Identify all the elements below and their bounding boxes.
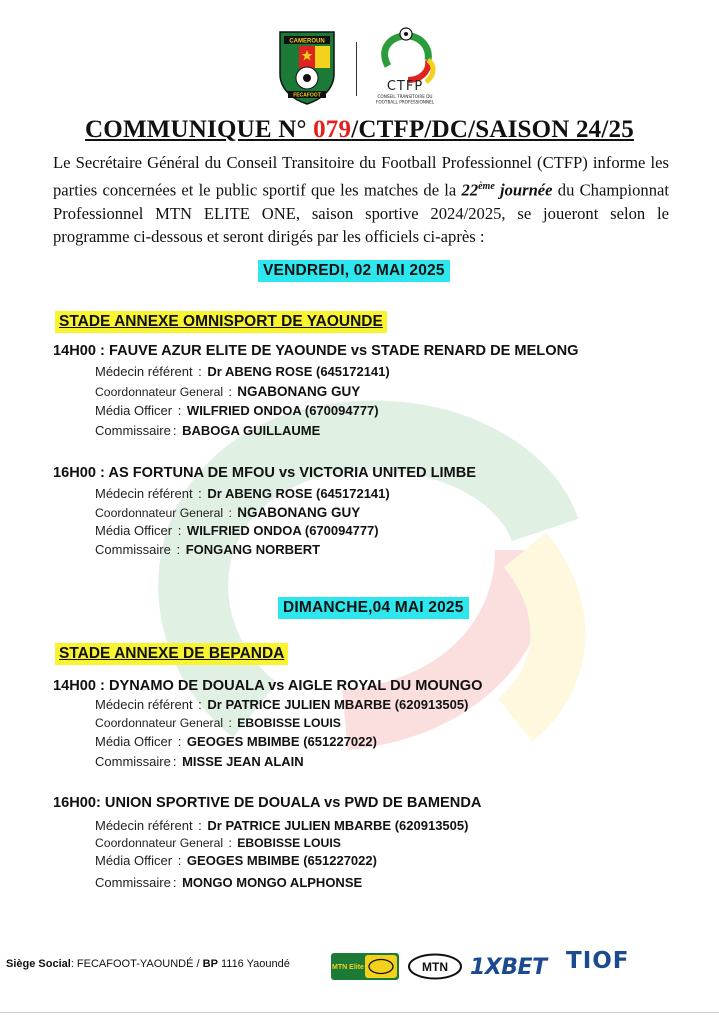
bp-label: BP [202,958,218,970]
official-coordonnateur: Coordonnateur General : EBOBISSE LOUIS [95,716,341,730]
intro-part1: Le Secrétaire Général du Conseil Transitoire du Football Professionnel (CTFP) informe les parties concernées et le public sportif que les matches de la [53,153,669,200]
official-value: WILFRIED ONDOA (670094777) [186,523,379,538]
official-coordonnateur: Coordonnateur General : NGABONANG GUY [95,384,361,399]
day-heading-sunday: DIMANCHE,04 MAI 2025 [278,597,469,619]
fecafoot-top-text: CAMEROUN [289,38,325,45]
official-value: EBOBISSE LOUIS [237,716,341,730]
official-value: EBOBISSE LOUIS [237,836,341,850]
role-label: Média Officer [95,523,173,538]
intro-day-num: 22 [461,180,479,200]
official-value: MONGO MONGO ALPHONSE [182,875,363,890]
official-media: Média Officer : WILFRIED ONDOA (670094777) [95,403,379,418]
ctfp-line1: CONSEIL TRANSITOIRE DU [377,94,433,99]
official-commissaire: Commissaire : FONGANG NORBERT [95,542,321,557]
official-value: NGABONANG GUY [237,505,361,520]
role-label: Commissaire [95,875,171,890]
day-heading-friday: VENDREDI, 02 MAI 2025 [258,260,450,282]
title-number: 079 [313,116,352,143]
match-title: 16H00: UNION SPORTIVE DE DOUALA vs PWD DE BAMENDA [53,795,482,811]
official-coordonnateur: Coordonnateur General : EBOBISSE LOUIS [95,836,341,850]
venue-bepanda: STADE ANNEXE DE BEPANDA [55,643,288,665]
official-value: Dr PATRICE JULIEN MBARBE (620913505) [207,697,469,712]
official-commissaire: Commissaire : BABOGA GUILLAUME [95,423,321,438]
mtn-text: MTN [422,960,448,974]
role-label: Média Officer [95,734,173,749]
role-label: Commissaire [95,754,171,769]
tiof-logo: TIOF [566,948,630,974]
fecafoot-logo [274,28,340,106]
communique-title [0,116,719,144]
bp-value: 1116 Yaoundé [217,958,290,970]
official-value: GEOGES MBIMBE (651227022) [186,734,377,749]
fecafoot-bottom-text: FECAFOOT [293,92,321,99]
official-commissaire: Commissaire : MONGO MONGO ALPHONSE [95,875,363,890]
venue-omnisport-yaounde: STADE ANNEXE OMNISPORT DE YAOUNDE [55,311,387,333]
title-suffix: /CTFP/DC/SAISON 24/25 [351,116,634,143]
official-media: Média Officer : GEOGES MBIMBE (651227022) [95,734,377,749]
official-media: Média Officer : GEOGES MBIMBE (651227022) [95,853,377,868]
official-value: Dr PATRICE JULIEN MBARBE (620913505) [207,818,469,833]
role-label: Médecin référent [95,818,193,833]
logo-divider [356,42,357,96]
intro-journee: journée [494,180,553,200]
official-commissaire: Commissaire : MISSE JEAN ALAIN [95,754,304,769]
official-medecin: Médecin référent : Dr ABENG ROSE (645172141) [95,486,390,501]
official-medecin: Médecin référent : Dr ABENG ROSE (645172141) [95,364,390,379]
1xbet-logo: 1XBET [470,955,547,980]
official-medecin: Médecin référent : Dr PATRICE JULIEN MBARBE (620913505) [95,818,469,833]
footer-divider [0,1012,719,1013]
siege-value: : FECAFOOT-YAOUNDÉ / [70,958,203,970]
intro-part2: du Championnat Professionnel MTN ELITE ONE, saison sportive 2024/2025, se joueront selon le programme ci-dessous et seront dirigés par les officiels ci-après : [53,180,669,247]
role-label: Médecin référent [95,486,193,501]
official-value: Dr ABENG ROSE (645172141) [207,486,390,501]
role-label: Médecin référent [95,697,193,712]
match-title: 14H00 : FAUVE AZUR ELITE DE YAOUNDE vs STADE RENARD DE MELONG [53,343,579,359]
intro-paragraph [53,151,669,249]
role-label: Coordonnateur General [95,836,224,850]
ctfp-logo [370,26,440,108]
role-label: Média Officer [95,403,173,418]
official-coordonnateur: Coordonnateur General : NGABONANG GUY [95,505,361,520]
siege-label: Siège Social [6,958,71,970]
official-value: BABOGA GUILLAUME [182,423,321,438]
mtn-elite-logo [331,953,399,980]
header-logos [0,24,719,114]
official-media: Média Officer : WILFRIED ONDOA (670094777) [95,523,379,538]
official-value: Dr ABENG ROSE (645172141) [207,364,390,379]
title-prefix: COMMUNIQUE N° [85,116,314,143]
official-value: MISSE JEAN ALAIN [182,754,304,769]
role-label: Commissaire [95,423,171,438]
match-title: 16H00 : AS FORTUNA DE MFOU vs VICTORIA UNITED LIMBE [53,465,476,481]
role-label: Coordonnateur General [95,506,224,520]
intro-day-sup: ème [478,180,495,192]
role-label: Médecin référent [95,364,193,379]
role-label: Coordonnateur General [95,716,224,730]
ctfp-line2: FOOTBALL PROFESSIONNEL [375,99,435,105]
mtn-logo [407,953,463,980]
official-medecin: Médecin référent : Dr PATRICE JULIEN MBARBE (620913505) [95,697,469,712]
footer-address [6,958,290,970]
official-value: GEOGES MBIMBE (651227022) [186,853,377,868]
official-value: FONGANG NORBERT [185,542,321,557]
official-value: NGABONANG GUY [237,384,361,399]
mtn-elite-text: MTN Elite [332,964,364,971]
role-label: Média Officer [95,853,173,868]
role-label: Coordonnateur General [95,385,224,399]
ctfp-name: CTFP [386,79,424,94]
official-value: WILFRIED ONDOA (670094777) [186,403,379,418]
role-label: Commissaire [95,542,171,557]
match-title: 14H00 : DYNAMO DE DOUALA vs AIGLE ROYAL DU MOUNGO [53,678,483,694]
